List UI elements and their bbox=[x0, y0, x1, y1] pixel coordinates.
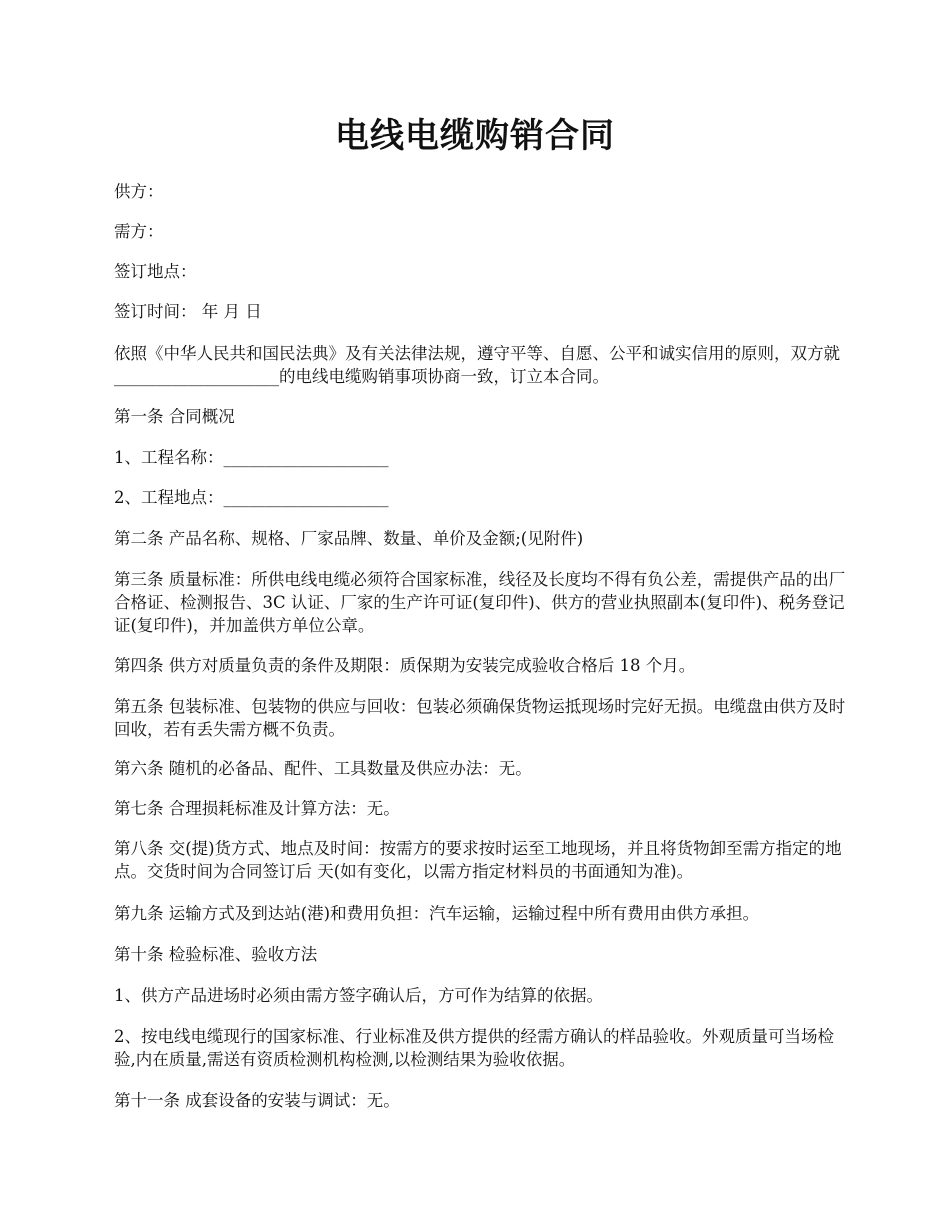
buyer-line: 需方： bbox=[114, 222, 164, 241]
preamble-paragraph: 依照《中华人民共和国民法典》及有关法律法规，遵守平等、自愿、公平和诚实信用的原则，双方就 ____________________的电线电缆购销事项协商一致，订立本合同。 bbox=[114, 344, 840, 386]
supplier-line: 供方： bbox=[114, 182, 164, 201]
signing-date-line: 签订时间： 年 月 日 bbox=[114, 302, 262, 321]
document-title: 电线电缆购销合同 bbox=[335, 116, 615, 156]
project-name-line: 1、工程名称：____________________ bbox=[114, 448, 389, 467]
article-6-paragraph: 第六条 随机的必备品、配件、工具数量及供应办法：无。 bbox=[114, 759, 532, 778]
article-2-paragraph: 第二条 产品名称、规格、厂家品牌、数量、单价及金额;(见附件) bbox=[114, 529, 584, 548]
article-7-paragraph: 第七条 合理损耗标准及计算方法：无。 bbox=[114, 799, 400, 818]
article-10-heading: 第十条 检验标准、验收方法 bbox=[114, 945, 318, 964]
article-4-paragraph: 第四条 供方对质量负责的条件及期限：质保期为安装完成验收合格后 18 个月。 bbox=[114, 656, 696, 675]
article-8-paragraph: 第八条 交(提)货方式、地点及时间：按需方的要求按时运至工地现场，并且将货物卸至需方指定的地点。交货时间为合同签订后 天(如有变化，以需方指定材料员的书面通知为准)。 bbox=[114, 839, 842, 881]
article-11-paragraph: 第十一条 成套设备的安装与调试：无。 bbox=[114, 1091, 400, 1110]
article-5-paragraph: 第五条 包装标准、包装物的供应与回收：包装必须确保货物运抵现场时完好无损。电缆盘由供方及时回收，若有丢失需方概不负责。 bbox=[114, 697, 846, 739]
article-10-item-2: 2、按电线电缆现行的国家标准、行业标准及供方提供的经需方确认的样品验收。外观质量可当场检验,内在质量,需送有资质检测机构检测,以检测结果为验收依据。 bbox=[114, 1027, 834, 1069]
signing-place-line: 签订地点： bbox=[114, 262, 197, 281]
article-1-heading: 第一条 合同概况 bbox=[114, 407, 235, 426]
article-10-item-1: 1、供方产品进场时必须由需方签字确认后，方可作为结算的依据。 bbox=[114, 986, 603, 1005]
article-9-paragraph: 第九条 运输方式及到达站(港)和费用负担：汽车运输，运输过程中所有费用由供方承担。 bbox=[114, 904, 760, 923]
project-location-line: 2、工程地点：____________________ bbox=[114, 488, 389, 507]
article-3-paragraph: 第三条 质量标准：所供电线电缆必须符合国家标准，线径及长度均不得有负公差，需提供产品的出厂合格证、检测报告、3C 认证、厂家的生产许可证(复印件)、供方的营业执照副本(复印件)、税务登记证(复印件)，并加盖供方单位公章。 bbox=[114, 570, 846, 635]
